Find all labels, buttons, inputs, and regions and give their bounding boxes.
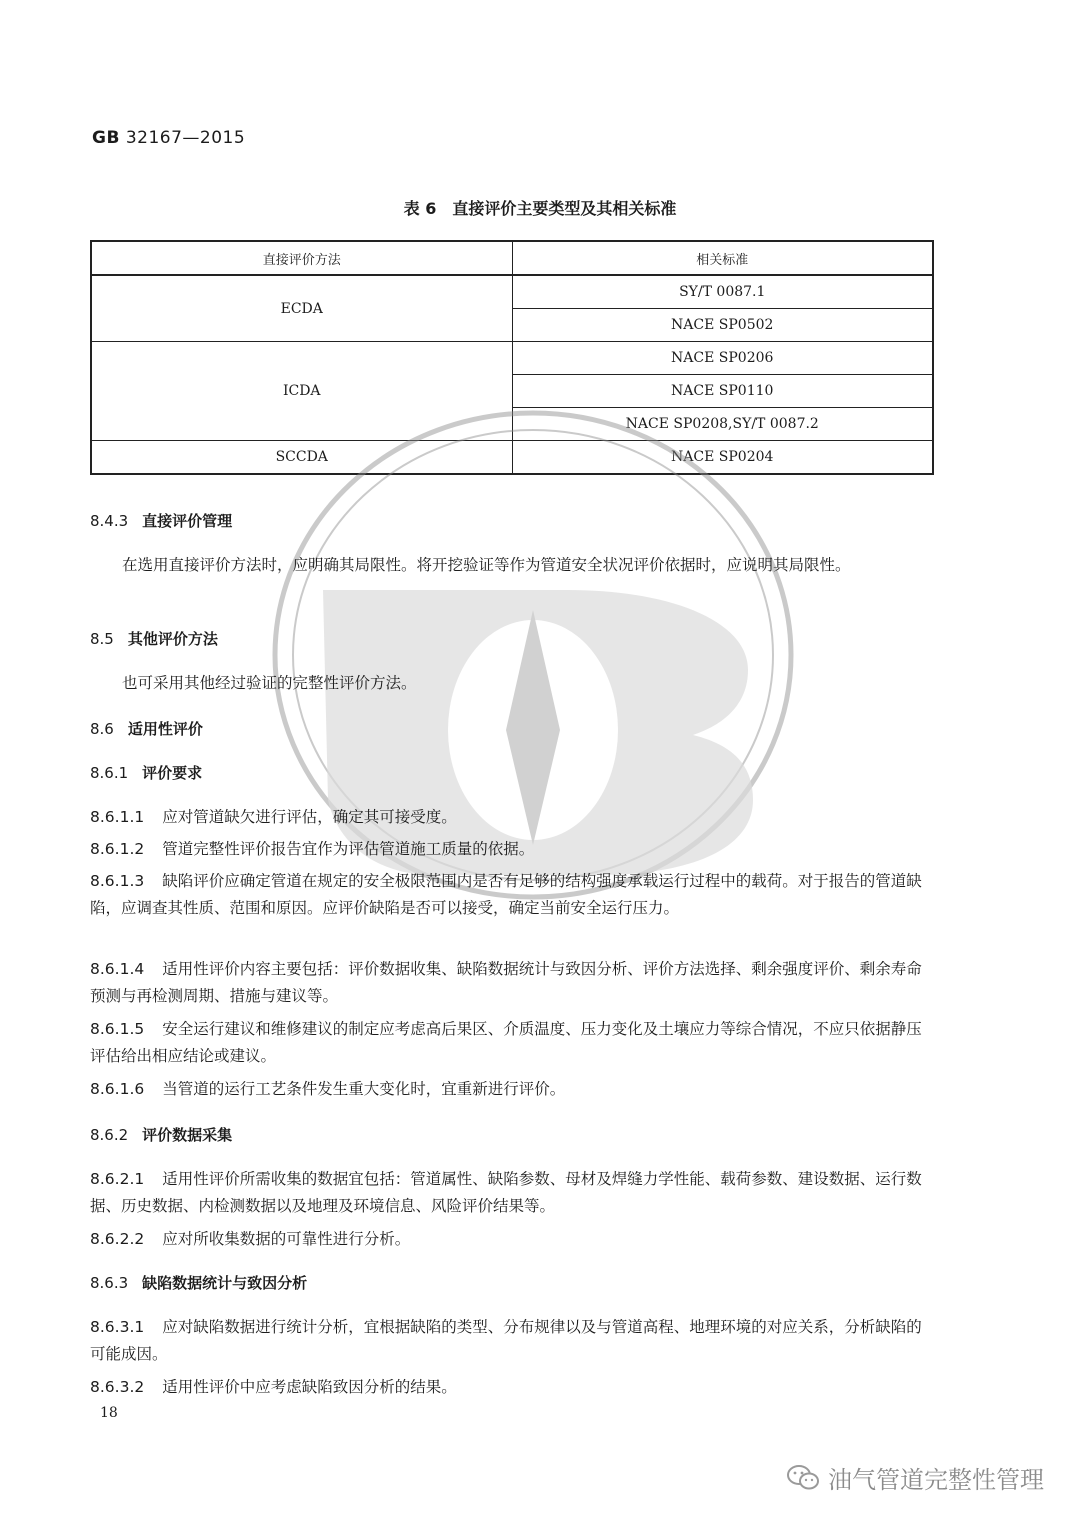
clause-text: 缺陷评价应确定管道在规定的安全极限范围内是否有足够的结构强度承载运行过程中的载荷。对于报告的管道缺陷，应调查其性质、范围和原因。应评价缺陷是否可以接受，确定当前安全运行压力。 — [90, 872, 922, 917]
section-number: 8.6.2 — [90, 1126, 129, 1144]
clause-8-6-2-1 — [90, 1166, 934, 1220]
column-header-method: 直接评价方法 — [91, 241, 512, 275]
clause-text: 安全运行建议和维修建议的制定应考虑高后果区、介质温度、压力变化及土壤应力等综合情况，不应只依据静压评估给出相应结论或建议。 — [90, 1020, 922, 1065]
clause-text: 应对所收集数据的可靠性进行分析。 — [162, 1230, 411, 1248]
wechat-icon — [786, 1464, 820, 1492]
method-cell: ICDA — [91, 342, 512, 441]
section-8-6-1-heading — [90, 762, 202, 783]
clause-text: 应对管道缺欠进行评估，确定其可接受度。 — [162, 808, 457, 826]
table-title: 表 6 直接评价主要类型及其相关标准 — [403, 199, 677, 218]
section-title: 直接评价管理 — [142, 512, 233, 530]
clause-text: 应对缺陷数据进行统计分析，宜根据缺陷的类型、分布规律以及与管道高程、地理环境的对应关系，分析缺陷的可能成因。 — [90, 1318, 922, 1363]
section-title: 其他评价方法 — [127, 630, 218, 648]
column-header-standard: 相关标准 — [512, 241, 933, 275]
section-8-6-heading — [90, 718, 203, 739]
section-title: 评价要求 — [142, 764, 203, 782]
method-cell: SCCDA — [91, 441, 512, 475]
wechat-brand-watermark — [786, 1460, 1044, 1495]
section-title: 适用性评价 — [127, 720, 203, 738]
section-title: 缺陷数据统计与致因分析 — [142, 1274, 308, 1292]
clause-text: 适用性评价内容主要包括：评价数据收集、缺陷数据统计与致因分析、评价方法选择、剩余强度评价、剩余寿命预测与再检测周期、措施与建议等。 — [90, 960, 922, 1005]
section-number: 8.6 — [90, 720, 114, 738]
method-cell: ECDA — [91, 275, 512, 342]
clause-number: 8.6.1.6 — [90, 1080, 145, 1098]
clause-8-6-1-6 — [90, 1076, 934, 1103]
clause-number: 8.6.1.3 — [90, 872, 145, 890]
table-row — [91, 342, 933, 375]
clause-8-6-1-3 — [90, 868, 934, 922]
header-number: 32167—2015 — [125, 128, 246, 148]
clause-number: 8.6.1.5 — [90, 1020, 145, 1038]
section-8-5-text: 也可采用其他经过验证的完整性评价方法。 — [122, 674, 417, 692]
clause-text: 当管道的运行工艺条件发生重大变化时，宜重新进行评价。 — [162, 1080, 566, 1098]
clause-number: 8.6.2.1 — [90, 1170, 145, 1188]
brand-name: 油气管道完整性管理 — [828, 1466, 1044, 1494]
section-8-6-3-heading — [90, 1272, 307, 1293]
clause-8-6-1-2 — [90, 836, 934, 863]
page-number: 18 — [100, 1405, 118, 1421]
section-8-6-2-heading — [90, 1124, 232, 1145]
standard-cell: NACE SP0208,SY/T 0087.2 — [512, 408, 933, 441]
clause-8-6-2-2 — [90, 1226, 934, 1253]
section-number: 8.4.3 — [90, 512, 129, 530]
section-title: 评价数据采集 — [142, 1126, 233, 1144]
header-prefix: GB — [92, 128, 120, 148]
section-number: 8.6.1 — [90, 764, 129, 782]
clause-8-6-3-1 — [90, 1314, 934, 1368]
clause-8-6-1-1 — [90, 804, 934, 831]
clause-number: 8.6.1.2 — [90, 840, 145, 858]
section-8-4-3-heading — [90, 510, 232, 531]
document-header — [92, 128, 245, 148]
clause-text: 适用性评价所需收集的数据宜包括：管道属性、缺陷参数、母材及焊缝力学性能、载荷参数、建设数据、运行数据、历史数据、内检测数据以及地理及环境信息、风险评价结果等。 — [90, 1170, 922, 1215]
standard-cell: NACE SP0502 — [512, 309, 933, 342]
clause-8-6-1-4 — [90, 956, 934, 1010]
clause-text: 管道完整性评价报告宜作为评估管道施工质量的依据。 — [162, 840, 535, 858]
clause-number: 8.6.2.2 — [90, 1230, 145, 1248]
clause-number: 8.6.1.1 — [90, 808, 145, 826]
clause-8-6-3-2 — [90, 1374, 934, 1401]
clause-number: 8.6.1.4 — [90, 960, 145, 978]
standard-cell: SY/T 0087.1 — [512, 275, 933, 309]
clause-number: 8.6.3.1 — [90, 1318, 145, 1336]
standard-cell: NACE SP0204 — [512, 441, 933, 475]
table-row — [91, 275, 933, 309]
standard-cell: NACE SP0206 — [512, 342, 933, 375]
section-8-5-heading — [90, 628, 218, 649]
clause-number: 8.6.3.2 — [90, 1378, 145, 1396]
clause-text: 适用性评价中应考虑缺陷致因分析的结果。 — [162, 1378, 457, 1396]
standard-cell: NACE SP0110 — [512, 375, 933, 408]
section-number: 8.6.3 — [90, 1274, 129, 1292]
section-8-4-3-text: 在选用直接评价方法时，应明确其局限性。将开挖验证等作为管道安全状况评价依据时，应说明其局限性。 — [122, 556, 851, 574]
clause-8-6-1-5 — [90, 1016, 934, 1070]
section-number: 8.5 — [90, 630, 114, 648]
